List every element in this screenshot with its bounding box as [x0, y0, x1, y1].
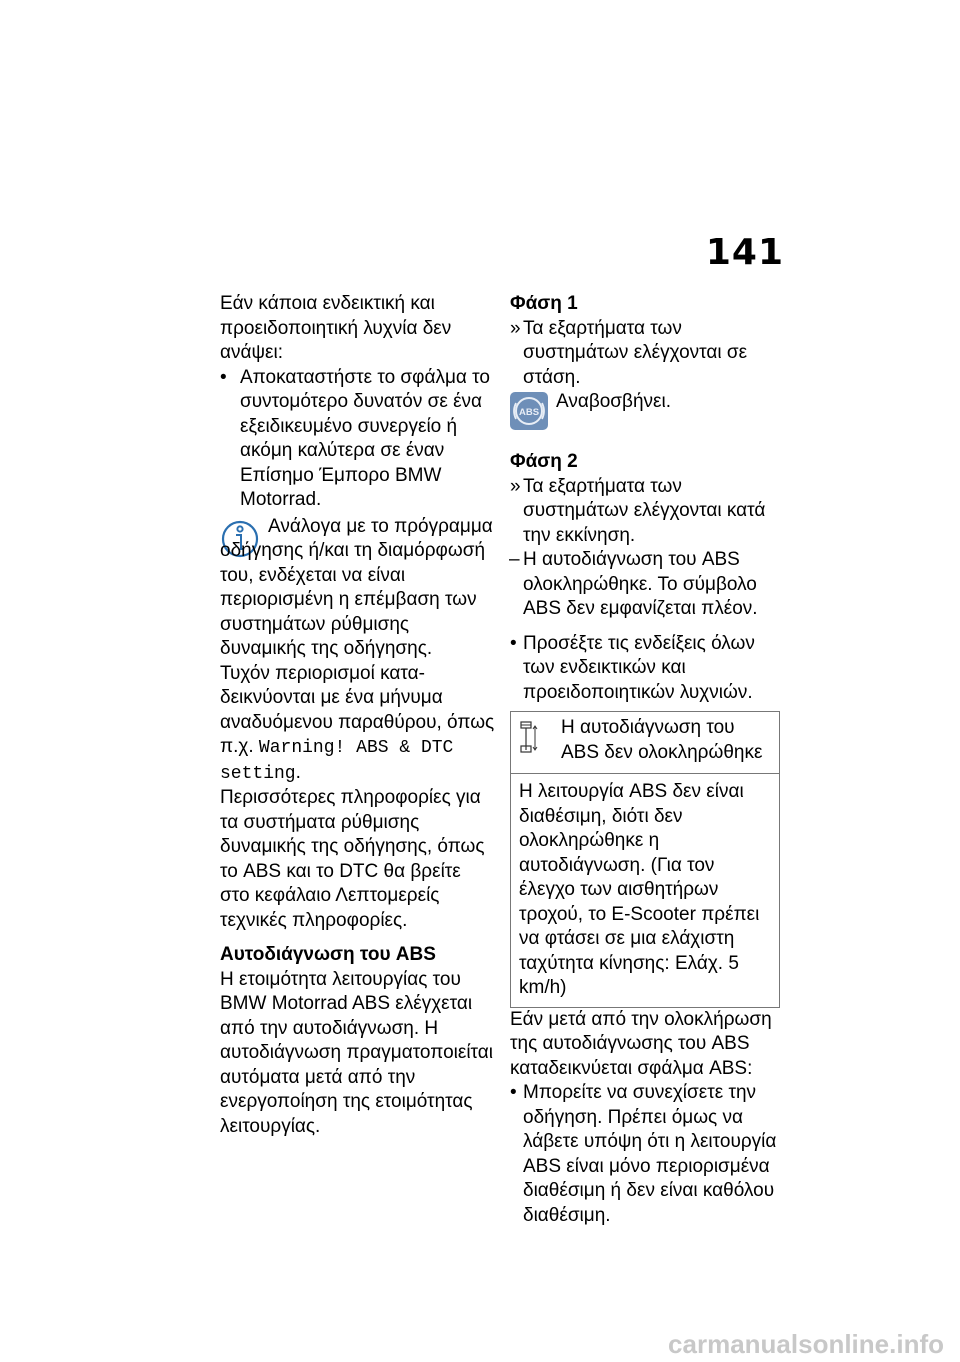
phase2-item: » Τα εξαρτήματα των συστημάτων ελέγχονται κατά την εκκίνηση.	[510, 475, 780, 549]
left-column	[220, 292, 495, 1139]
watermark: carmanualsonline.info	[668, 1329, 944, 1359]
bullet-observe: • Προσέξτε τις ενδείξεις όλων των ενδεικτικών και προειδοποιητικών λυχνιών.	[510, 632, 780, 706]
phase1-blinks: Αναβοσβήνει.	[556, 391, 672, 412]
phase1-lamp-row	[510, 390, 780, 432]
status-display-icon	[517, 720, 561, 760]
bullet-repair: • Αποκαταστήστε το σφάλμα το συντομότερο δυνατόν σε ένα εξειδικευμένο συνεργείο ή ακόμη καλύτερα σε έναν Επίσημο Έμπορο BMW Motorrad.	[220, 366, 495, 513]
status-box-header	[511, 712, 779, 774]
phase2-result: – Η αυτοδιάγνωση του ABS ολοκληρώθηκε. Το σύμβολο ABS δεν εμφανίζεται πλέον.	[510, 548, 780, 622]
warning-code: Warning! ABS & DTC setting	[220, 738, 454, 784]
intro-text: Εάν κάποια ενδεικτική και προειδοποιητική λυχνία δεν ανάψει:	[220, 293, 452, 363]
more-info-text: Περισσότερες πληροφορίες για τα συστήματα ρύθμισης δυναμικής της οδήγησης, όπως το ABS και το DTC θα βρείτε στο κεφάλαιο Λεπτομερείς τεχνικές πληροφορίες.	[220, 787, 485, 931]
warning-intro-text: Τυχόν περιορισμοί κατα-δεικνύονται με ένα μήνυμα αναδυόμενου παραθύρου, όπως π.χ.	[220, 662, 495, 757]
page-number: 141	[705, 232, 784, 273]
info-text: Ανάλογα με το πρόγραμμα οδήγησης ή/και τη διαμόρφωσή του, ενδέχεται να είναι περιορισμένη η επέμβαση των συστημάτων ρύθμισης δυναμικής της οδήγησης.	[220, 515, 493, 659]
warning-intro: Τυχόν περιορισμοί κατα-δεικνύονται με ένα μήνυμα αναδυόμενου παραθύρου, όπως π.χ. Warning! ABS & DTC setting.	[220, 662, 495, 784]
abs-warning-lamp-icon	[510, 392, 550, 432]
self-diagnosis-text: Η ετοιμότητα λειτουργίας του BMW Motorrad ABS ελέγχεται από την αυτοδιάγνωση. Η αυτοδιάγνωση πραγματοποιείται αυτόματα μετά από την ενεργοποίηση της ετοιμότητας λειτουργίας.	[220, 968, 493, 1137]
right-column	[510, 292, 780, 1228]
status-box	[510, 711, 780, 1008]
after-text: Εάν μετά από την ολοκλήρωση της αυτοδιάγνωσης του ABS καταδεικνύεται σφάλμα ABS:	[510, 1008, 772, 1079]
phase1-heading: Φάση 1	[510, 293, 578, 314]
bullet-continue: • Μπορείτε να συνεχίσετε την οδήγηση. Πρέπει όμως να λάβετε υπόψη ότι η λειτουργία ABS είναι μόνο περιορισμένα διαθέσιμη ή δεν είναι καθόλου διαθέσιμη.	[510, 1081, 780, 1228]
phase1-item: » Τα εξαρτήματα των συστημάτων ελέγχονται σε στάση.	[510, 317, 780, 391]
status-box-body: Η λειτουργία ABS δεν είναι διαθέσιμη, διότι δεν ολοκληρώθηκε η αυτοδιάγνωση. (Για τον έλεγχο των αισθητήρων τροχού, το E-Scooter πρέπει να φτάσει σε μια ελάχιστη ταχύτητα κίνησης: Ελάχ. 5 km/h)	[519, 781, 760, 998]
status-box-title: Η αυτοδιάγνωση του ABS δεν ολοκληρώθηκε	[561, 717, 763, 763]
phase2-heading: Φάση 2	[510, 451, 578, 472]
self-diagnosis-heading: Αυτοδιάγνωση του ABS	[220, 944, 436, 965]
abs-lamp-text: ABS	[518, 407, 540, 418]
